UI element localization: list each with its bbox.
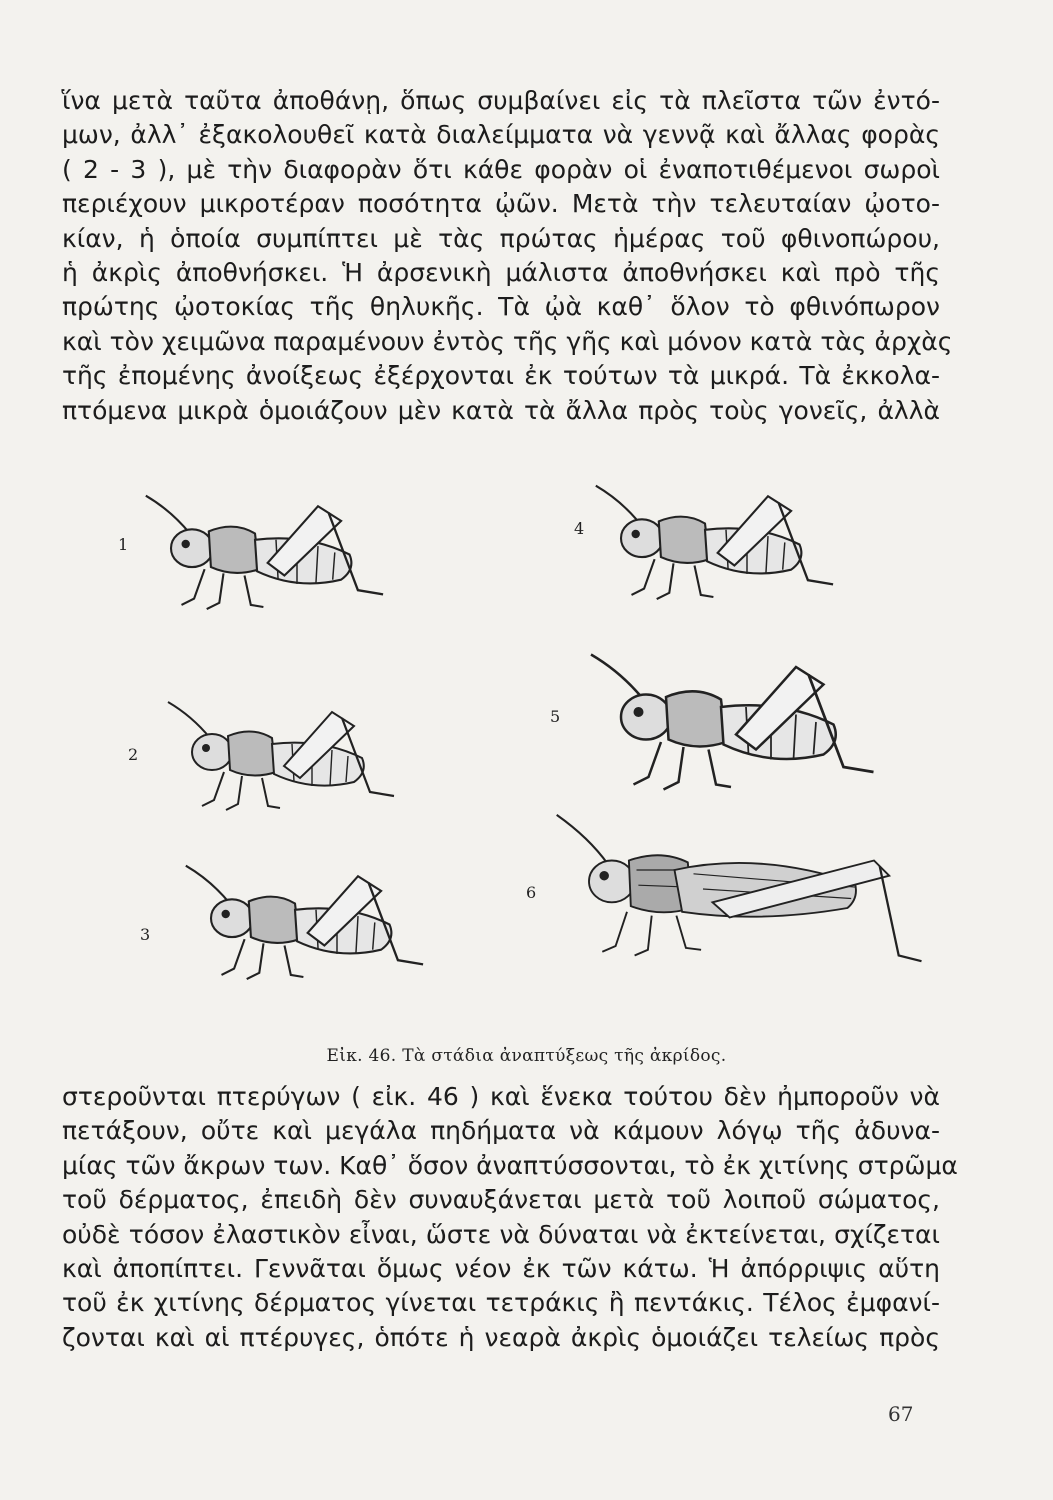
text-line: τῆς ἐπομένης ἀνοίξεως ἐξέρχονται ἐκ τούτων τὰ μικρά. Τὰ ἐκκολα- [62, 361, 940, 391]
text-line: κίαν, ἡ ὁποία συμπίπτει μὲ τὰς πρώτας ἡμέρας τοῦ φθινοπώρου, [62, 223, 940, 253]
grasshopper-stage-4-illustration [596, 486, 833, 599]
text-line: τοῦ ἐκ χιτίνης δέρματος γίνεται τετράκις ἢ πεντάκις. Τέλος ἐμφανί- [62, 1288, 940, 1318]
paragraph-top [62, 84, 953, 428]
text-line: οὐδὲ τόσον ἐλαστικὸν εἶναι, ὥστε νὰ δύναται νὰ ἐκτείνεται, σχίζεται [62, 1219, 940, 1249]
stage-label-5: 5 [550, 707, 561, 726]
text-line: καὶ ἀποπίπτει. Γεννᾶται ὅμως νέον ἐκ τῶν κάτω. Ἡ ἀπόρριψις αὕτη [62, 1254, 940, 1284]
text-line: μων, ἀλλ᾽ ἐξακολουθεῖ κατὰ διαλείμματα νὰ γεννᾷ καὶ ἄλλας φορὰς [62, 120, 940, 150]
stage-label-3: 3 [140, 925, 151, 944]
grasshopper-stages-figure [40, 462, 1000, 1042]
grasshopper-stage-1-illustration [146, 496, 383, 609]
text-line: στεροῦνται πτερύγων ( εἰκ. 46 ) καὶ ἕνεκα τούτου δὲν ἠμποροῦν νὰ [62, 1082, 940, 1111]
grasshopper-stage-6-illustration [557, 815, 922, 961]
grasshopper-stage-2-illustration [168, 702, 394, 810]
stage-label-2: 2 [128, 745, 139, 764]
text-line: ἵνα μετὰ ταῦτα ἀποθάνῃ, ὅπως συμβαίνει εἰς τὰ πλεῖστα τῶν ἐντό- [62, 86, 940, 115]
stage-label-4: 4 [574, 519, 585, 538]
text-line: καὶ τὸν χειμῶνα παραμένουν ἐντὸς τῆς γῆς καὶ μόνον κατὰ τὰς ἀρχὰς [62, 326, 953, 356]
text-line: μίας τῶν ἄκρων των. Καθ᾽ ὅσον ἀναπτύσσονται, τὸ ἐκ χιτίνης στρῶμα [62, 1150, 958, 1180]
stage-label-6: 6 [526, 883, 537, 902]
paragraph-bottom [62, 1080, 958, 1355]
text-line: τοῦ δέρματος, ἐπειδὴ δὲν συναυξάνεται μετὰ τοῦ λοιποῦ σώματος, [62, 1185, 940, 1215]
stage-label-1: 1 [118, 535, 129, 554]
text-line: πρώτης ᾠοτοκίας τῆς θηλυκῆς. Τὰ ᾠὰ καθ᾽ ὅλον τὸ φθινόπωρον [62, 292, 940, 322]
figure-caption: Εἰκ. 46. Τὰ στάδια ἀναπτύξεως τῆς ἀκρίδος. [326, 1046, 727, 1066]
text-line: πετάξουν, οὔτε καὶ μεγάλα πηδήματα νὰ κάμουν λόγῳ τῆς ἀδυνα- [62, 1116, 940, 1146]
grasshopper-stage-5-illustration [591, 655, 874, 790]
text-line: πτόμενα μικρὰ ὁμοιάζουν μὲν κατὰ τὰ ἄλλα πρὸς τοὺς γονεῖς, ἀλλὰ [62, 395, 940, 425]
grasshopper-stage-3-illustration [186, 866, 423, 979]
page-number: 67 [888, 1402, 914, 1426]
text-line: ( 2 - 3 ), μὲ τὴν διαφορὰν ὅτι κάθε φορὰν οἱ ἐναποτιθέμενοι σωροὶ [62, 154, 940, 184]
text-line: περιέχουν μικροτέραν ποσότητα ᾠῶν. Μετὰ τὴν τελευταίαν ᾠοτο- [62, 189, 940, 219]
text-line: ἡ ἀκρὶς ἀποθνήσκει. Ἡ ἀρσενικὴ μάλιστα ἀποθνήσκει καὶ πρὸ τῆς [62, 258, 940, 288]
text-line: ζονται καὶ αἱ πτέρυγες, ὁπότε ἡ νεαρὰ ἀκρὶς ὁμοιάζει τελείως πρὸς [62, 1322, 940, 1352]
